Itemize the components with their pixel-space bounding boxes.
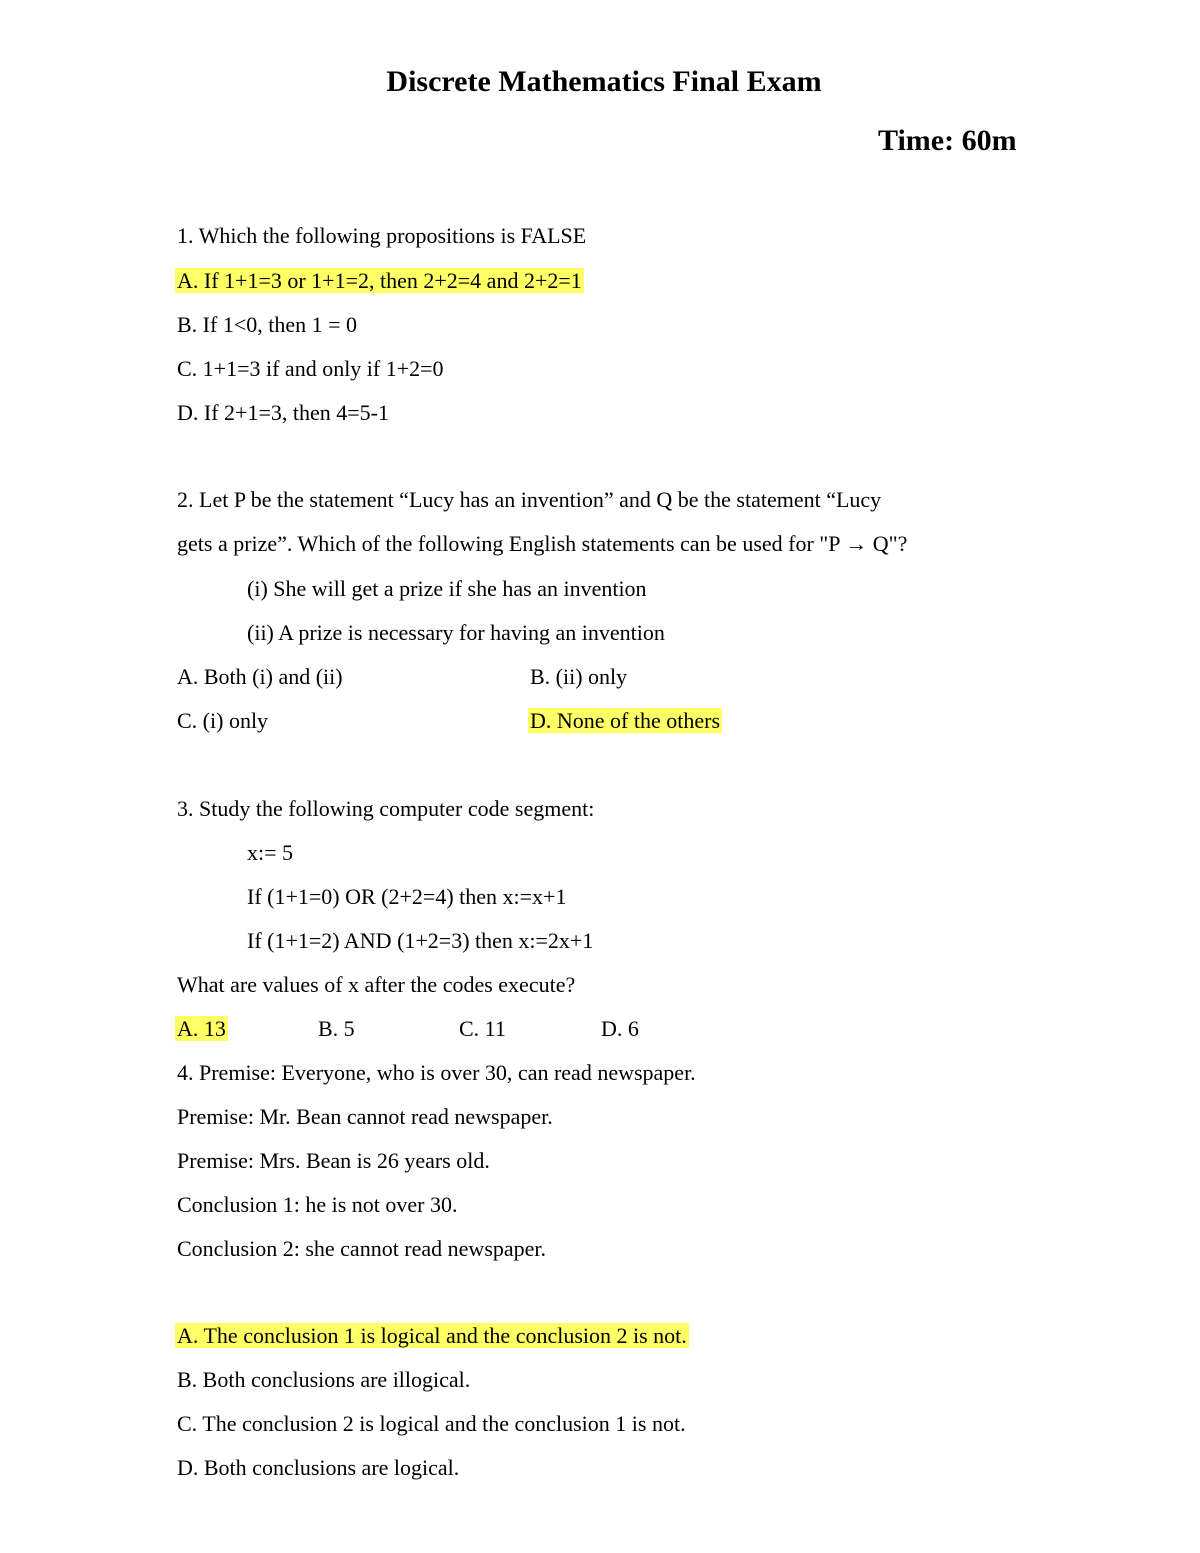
- code-line-1: x:= 5: [247, 840, 294, 865]
- question-4-option-d: D. Both conclusions are logical.: [177, 1455, 460, 1480]
- question-2-option-d: [530, 707, 722, 735]
- question-4-option-c: C. The conclusion 2 is logical and the conclusion 1 is not.: [177, 1411, 686, 1436]
- question-3-prompt: What are values of x after the codes execute?: [177, 972, 576, 997]
- question-4-premise-1: 4. Premise: Everyone, who is over 30, can read newspaper.: [177, 1060, 696, 1085]
- question-1-text: 1. Which the following propositions is FALSE: [177, 223, 587, 248]
- question-4-premise-3: Premise: Mrs. Bean is 26 years old.: [177, 1148, 490, 1173]
- question-1-option-b: B. If 1<0, then 1 = 0: [177, 312, 358, 337]
- question-2-text-line2: gets a prize”. Which of the following English statements can be used for "P → Q"?: [177, 531, 908, 556]
- question-2-statement-2: (ii) A prize is necessary for having an invention: [247, 620, 665, 645]
- code-line-3: If (1+1=2) AND (1+2=3) then x:=2x+1: [247, 928, 594, 953]
- question-4-option-a: [177, 1322, 689, 1350]
- time-limit: Time: 60m: [878, 124, 1017, 157]
- question-2-option-a: A. Both (i) and (ii): [177, 664, 343, 689]
- question-4-premise-2: Premise: Mr. Bean cannot read newspaper.: [177, 1104, 553, 1129]
- question-3-option-b: B. 5: [318, 1016, 355, 1041]
- question-3-option-d: D. 6: [601, 1016, 639, 1041]
- question-3-option-c: C. 11: [459, 1016, 506, 1041]
- question-1-option-d: D. If 2+1=3, then 4=5-1: [177, 400, 389, 425]
- question-2-option-b: B. (ii) only: [530, 664, 628, 689]
- question-4-conclusion-1: Conclusion 1: he is not over 30.: [177, 1192, 458, 1217]
- question-3-text: 3. Study the following computer code segment:: [177, 796, 595, 821]
- answer-highlight: A. 13: [177, 1016, 226, 1041]
- code-line-2: If (1+1=0) OR (2+2=4) then x:=x+1: [247, 884, 567, 909]
- answer-highlight: D. None of the others: [530, 708, 721, 733]
- answer-highlight: A. The conclusion 1 is logical and the conclusion 2 is not.: [177, 1323, 687, 1348]
- question-1-option-a: [177, 267, 584, 295]
- question-4-option-b: B. Both conclusions are illogical.: [177, 1367, 471, 1392]
- question-1-option-c: C. 1+1=3 if and only if 1+2=0: [177, 356, 444, 381]
- page-title: Discrete Mathematics Final Exam: [386, 65, 822, 98]
- question-3-option-a: [177, 1015, 228, 1043]
- question-2-text-line1: 2. Let P be the statement “Lucy has an invention” and Q be the statement “Lucy: [177, 487, 882, 512]
- question-4-conclusion-2: Conclusion 2: she cannot read newspaper.: [177, 1236, 547, 1261]
- answer-highlight: A. If 1+1=3 or 1+1=2, then 2+2=4 and 2+2=1: [177, 268, 582, 293]
- question-2-option-c: C. (i) only: [177, 708, 269, 733]
- question-2-statement-1: (i) She will get a prize if she has an invention: [247, 576, 647, 601]
